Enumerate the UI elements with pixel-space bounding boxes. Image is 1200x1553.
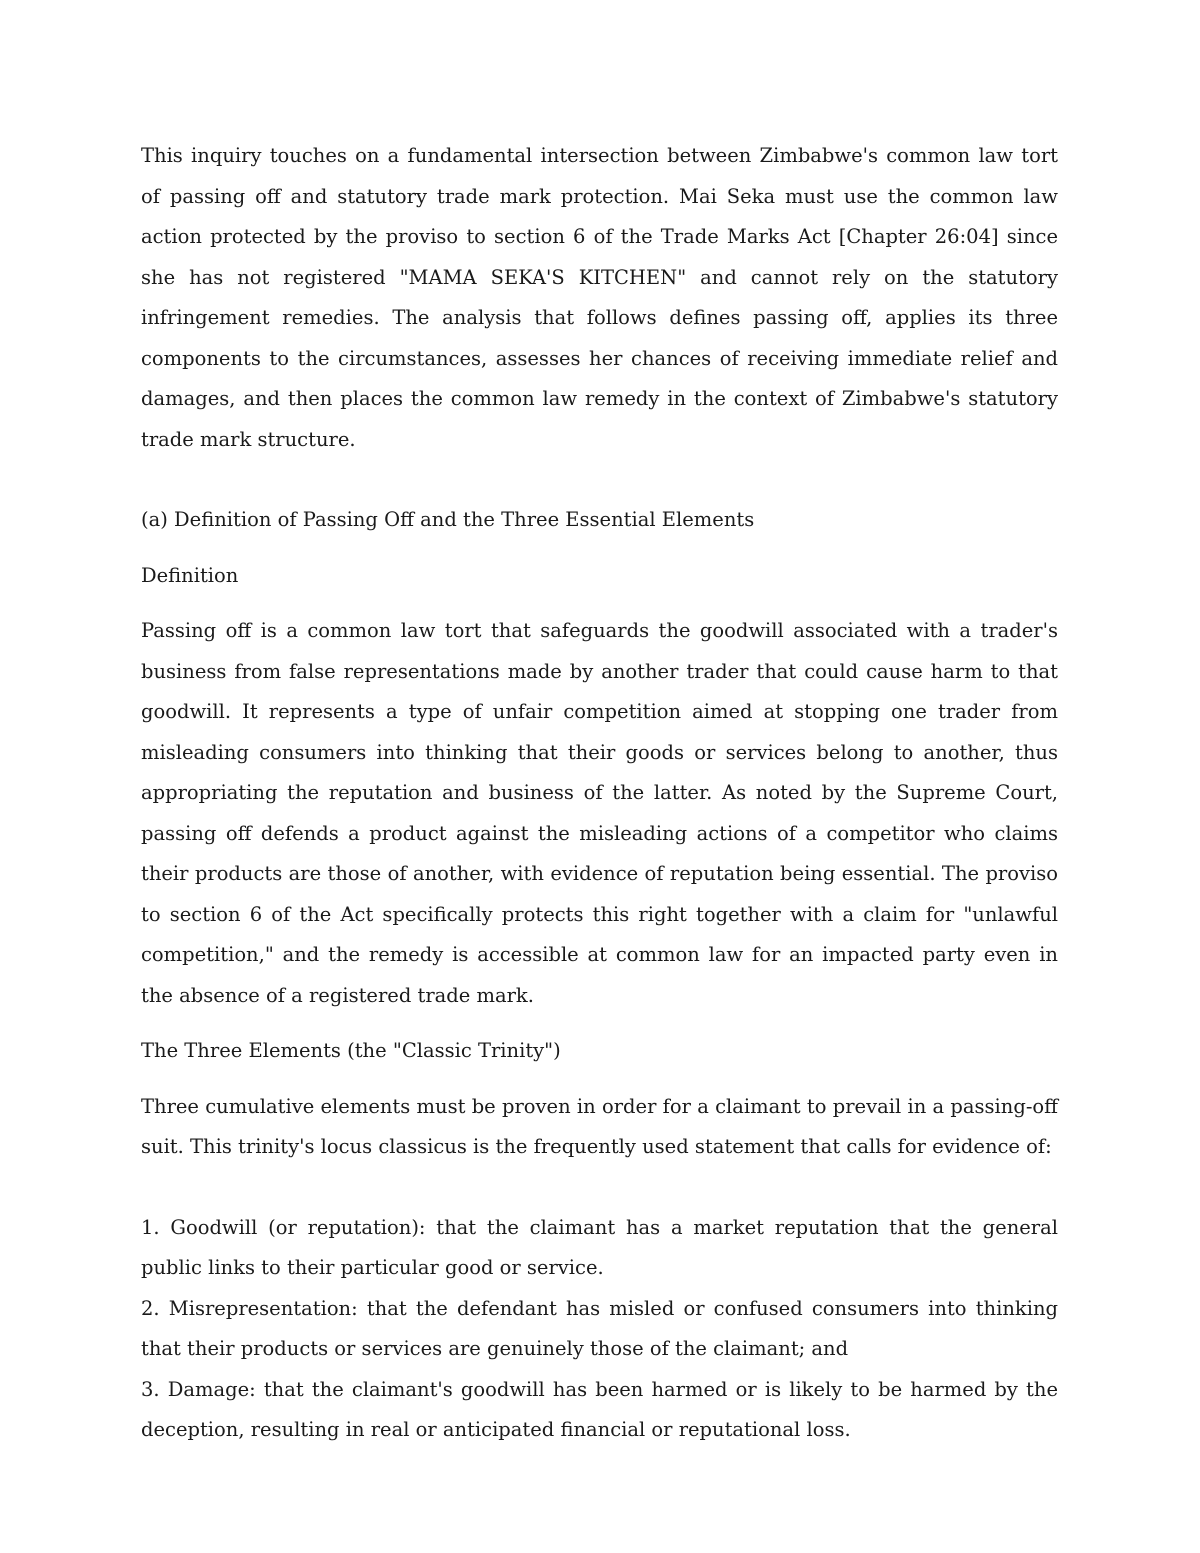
definition-heading: Definition	[141, 563, 239, 587]
intro-paragraph: This inquiry touches on a fundamental intersection between Zimbabwe's common law tort of passing off and statutory trade mark protection. Mai Seka must use the common law action protected by the proviso to section 6 of the Trade Marks Act [Chapter 26:04] since she has not registered "MAMA SEKA'S KITCHEN" and cannot rely on the statutory infringement remedies. The analysis that follows defines passing off, applies its three components to the circumstances, assesses her chances of receiving immediate relief and damages, and then places the common law remedy in the context of Zimbabwe's statutory trade mark structure.	[141, 144, 1058, 451]
list-item: 3. Damage: that the claimant's goodwill has been harmed or is likely to be harmed by the deception, resulting in real or anticipated financial or reputational loss.	[141, 1377, 1058, 1441]
list-item: 1. Goodwill (or reputation): that the claimant has a market reputation that the general public links to their particular good or service.	[141, 1215, 1058, 1279]
list-item: 2. Misrepresentation: that the defendant has misled or confused consumers into thinking that their products or services are genuinely those of the claimant; and	[141, 1296, 1058, 1360]
elements-list	[141, 1208, 1058, 1451]
elements-intro-paragraph: Three cumulative elements must be proven in order for a claimant to prevail in a passing-off suit. This trinity's locus classicus is the frequently used statement that calls for evidence of:	[141, 1094, 1058, 1158]
document-body	[141, 136, 1058, 1451]
definition-paragraph: Passing off is a common law tort that safeguards the goodwill associated with a trader's business from false representations made by another trader that could cause harm to that goodwill. It represents a type of unfair competition aimed at stopping one trader from misleading consumers into thinking that their goods or services belong to another, thus appropriating the reputation and business of the latter. As noted by the Supreme Court, passing off defends a product against the misleading actions of a competitor who claims their products are those of another, with evidence of reputation being essential. The proviso to section 6 of the Act specifically protects this right together with a claim for "unlawful competition," and the remedy is accessible at common law for an impacted party even in the absence of a registered trade mark.	[141, 619, 1058, 1007]
section-a-heading: (a) Definition of Passing Off and the Three Essential Elements	[141, 508, 755, 531]
elements-heading: The Three Elements (the "Classic Trinity")	[141, 1039, 561, 1062]
